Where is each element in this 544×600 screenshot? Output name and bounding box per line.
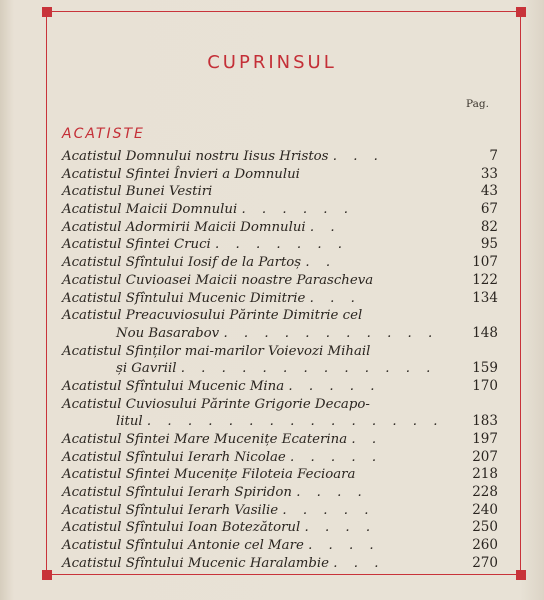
leader-dots: . . . . . . . . . . . xyxy=(223,325,439,341)
toc-entry-title: Acatistul Sfinților mai-marilor Voievozi Mihail xyxy=(62,343,371,359)
toc-page-number: 67 xyxy=(480,201,498,218)
toc-page-number: 228 xyxy=(472,484,498,501)
toc-entry-title-part: Acatistul Cuvioasei Maicii noastre Parascheva xyxy=(62,272,374,288)
toc-entry-title xyxy=(62,537,380,555)
toc-entry-continuation xyxy=(58,325,498,343)
toc-entry-title-part: Acatistul Sfintei Mucenițe Filoteia Fecioara xyxy=(62,467,356,483)
toc-entry-continuation xyxy=(58,413,498,431)
toc-entry-title-part: Acatistul Domnului nostru Iisus Hristos xyxy=(62,149,329,164)
toc-entry-title xyxy=(62,484,368,502)
toc-entry-title xyxy=(62,290,361,308)
toc-entry-title-part: Acatistul Bunei Vestiri xyxy=(62,184,213,200)
toc-entry-title xyxy=(62,431,382,449)
toc-page-number: 260 xyxy=(472,537,498,554)
toc-entry-title-part: și Gavriil xyxy=(116,361,177,377)
toc-entry xyxy=(58,183,498,201)
toc-entry-title-part: Acatistul Sfîntului Ierarh Vasilie xyxy=(62,502,279,518)
toc-entry-title xyxy=(62,519,376,537)
toc-entry-title-part: Acatistul Sfîntului Mucenic Haralambie xyxy=(62,555,330,571)
toc-entry-title: Acatistul Preacuviosului Părinte Dimitrie cel xyxy=(62,308,363,324)
leader-dots: . . xyxy=(351,432,383,447)
toc-entry-title: Acatistul Cuviosului Părinte Grigorie Decapo- xyxy=(62,396,370,412)
page-column-label: Pag. xyxy=(466,98,489,110)
toc-entry-title-part: Acatistul Maicii Domnului xyxy=(62,202,238,218)
toc-entry-title-part: litul xyxy=(116,414,143,430)
toc-entry-title-part: Acatistul Sfîntului Mucenic Dimitrie xyxy=(62,290,306,306)
toc-entry-title-part: Acatistul Sfîntului Ierarh Nicolae xyxy=(62,449,286,465)
leader-dots: . . . . xyxy=(296,485,368,501)
toc-entry-title-continued xyxy=(116,413,443,431)
toc-entry-title-part: Acatistul Sfîntului Iosif de la Partoș xyxy=(62,255,302,271)
toc-entry-title-part: Acatistul Sfîntului Mucenic Mina xyxy=(62,378,285,394)
toc-entry-title xyxy=(62,183,212,201)
toc-entry xyxy=(58,431,498,449)
toc-entry xyxy=(58,254,498,272)
toc-entry xyxy=(58,236,498,254)
toc-page-number: 82 xyxy=(480,218,498,235)
toc-page-number: 218 xyxy=(472,466,498,483)
leader-dots: . . . . . xyxy=(288,378,381,394)
table-of-contents xyxy=(58,148,498,573)
corner-ornament xyxy=(42,570,52,580)
toc-entry-title xyxy=(62,236,348,254)
toc-entry xyxy=(58,555,498,573)
toc-entry xyxy=(58,307,498,325)
toc-entry xyxy=(58,484,498,502)
leader-dots: . . . . xyxy=(308,538,380,554)
toc-page-number: 170 xyxy=(472,377,498,394)
toc-entry-title xyxy=(62,201,354,219)
toc-entry-title xyxy=(62,272,373,290)
toc-entry-title xyxy=(62,502,374,520)
toc-entry-title-part: Acatistul Sfîntului Ierarh Spiridon xyxy=(62,485,292,501)
toc-entry xyxy=(58,343,498,361)
toc-entry-title-part: Acatistul Sfintei Cruci xyxy=(62,237,211,253)
section-heading: ACATISTE xyxy=(62,126,145,142)
leader-dots: . . . . . . . . . . . . . xyxy=(180,361,437,377)
corner-ornament xyxy=(42,7,52,17)
toc-page-number: 7 xyxy=(489,148,498,164)
toc-entry-title-part: Acatistul Sfintei Mare Mucenițe Ecaterina xyxy=(62,432,348,447)
page-title: CUPRINSUL xyxy=(207,52,337,73)
toc-entry xyxy=(58,502,498,520)
leader-dots: . . . . . . xyxy=(241,202,354,218)
toc-page-number: 197 xyxy=(472,431,498,447)
leader-dots: . . . xyxy=(333,555,385,571)
toc-entry-title xyxy=(62,219,341,237)
toc-entry-continuation xyxy=(58,360,498,378)
toc-page-number: 240 xyxy=(472,501,498,518)
toc-page-number: 107 xyxy=(472,254,498,271)
toc-entry xyxy=(58,396,498,414)
toc-page-number: 95 xyxy=(480,236,498,253)
toc-entry-title-part: Nou Basarabov xyxy=(116,325,220,341)
toc-entry xyxy=(58,272,498,290)
leader-dots: . . . . . . . xyxy=(215,237,348,253)
toc-entry xyxy=(58,201,498,219)
toc-entry xyxy=(58,166,498,184)
leader-dots: . . . xyxy=(309,290,361,306)
toc-entry xyxy=(58,519,498,537)
leader-dots: . . . . . . . . . . . . . . . xyxy=(146,414,444,430)
toc-entry xyxy=(58,219,498,237)
corner-ornament xyxy=(516,570,526,580)
toc-entry xyxy=(58,290,498,308)
leader-dots: . . . xyxy=(332,149,384,164)
toc-page-number: 43 xyxy=(480,183,498,200)
toc-entry-title-part: Acatistul Adormirii Maicii Domnului xyxy=(62,219,306,235)
toc-entry-title-part: Acatistul Sfîntului Antonie cel Mare xyxy=(62,538,304,554)
toc-page-number: 159 xyxy=(472,360,498,377)
toc-entry-title xyxy=(62,166,300,184)
leader-dots: . . xyxy=(309,219,341,235)
toc-page-number: 207 xyxy=(472,448,498,465)
toc-entry xyxy=(58,466,498,484)
toc-entry-title-part: Acatistul Sfîntului Ioan Botezătorul xyxy=(62,520,301,536)
leader-dots: . . . . . xyxy=(290,449,383,465)
toc-page-number: 270 xyxy=(472,554,498,571)
toc-page-number: 33 xyxy=(480,165,498,182)
toc-entry-title xyxy=(62,148,384,166)
toc-page-number: 134 xyxy=(472,289,498,306)
corner-ornament xyxy=(516,7,526,17)
toc-entry-title xyxy=(62,555,384,573)
leader-dots: . . . . . xyxy=(282,502,375,518)
toc-entry xyxy=(58,449,498,467)
toc-page-number: 122 xyxy=(472,271,498,288)
toc-entry xyxy=(58,378,498,396)
toc-entry xyxy=(58,537,498,555)
leader-dots: . . xyxy=(305,255,337,271)
toc-entry-title-continued xyxy=(116,360,436,378)
toc-entry-title xyxy=(62,466,355,484)
toc-entry-title xyxy=(62,449,382,467)
toc-page-number: 183 xyxy=(472,413,498,430)
toc-entry-title xyxy=(62,254,336,272)
toc-entry xyxy=(58,148,498,166)
toc-entry-title-part: Acatistul Sfintei Învieri a Domnului xyxy=(62,166,300,182)
toc-entry-title-continued xyxy=(116,325,438,343)
toc-entry-title xyxy=(62,378,380,396)
leader-dots: . . . . xyxy=(304,520,377,536)
toc-page-number: 148 xyxy=(472,324,498,341)
toc-page-number: 250 xyxy=(472,519,498,536)
